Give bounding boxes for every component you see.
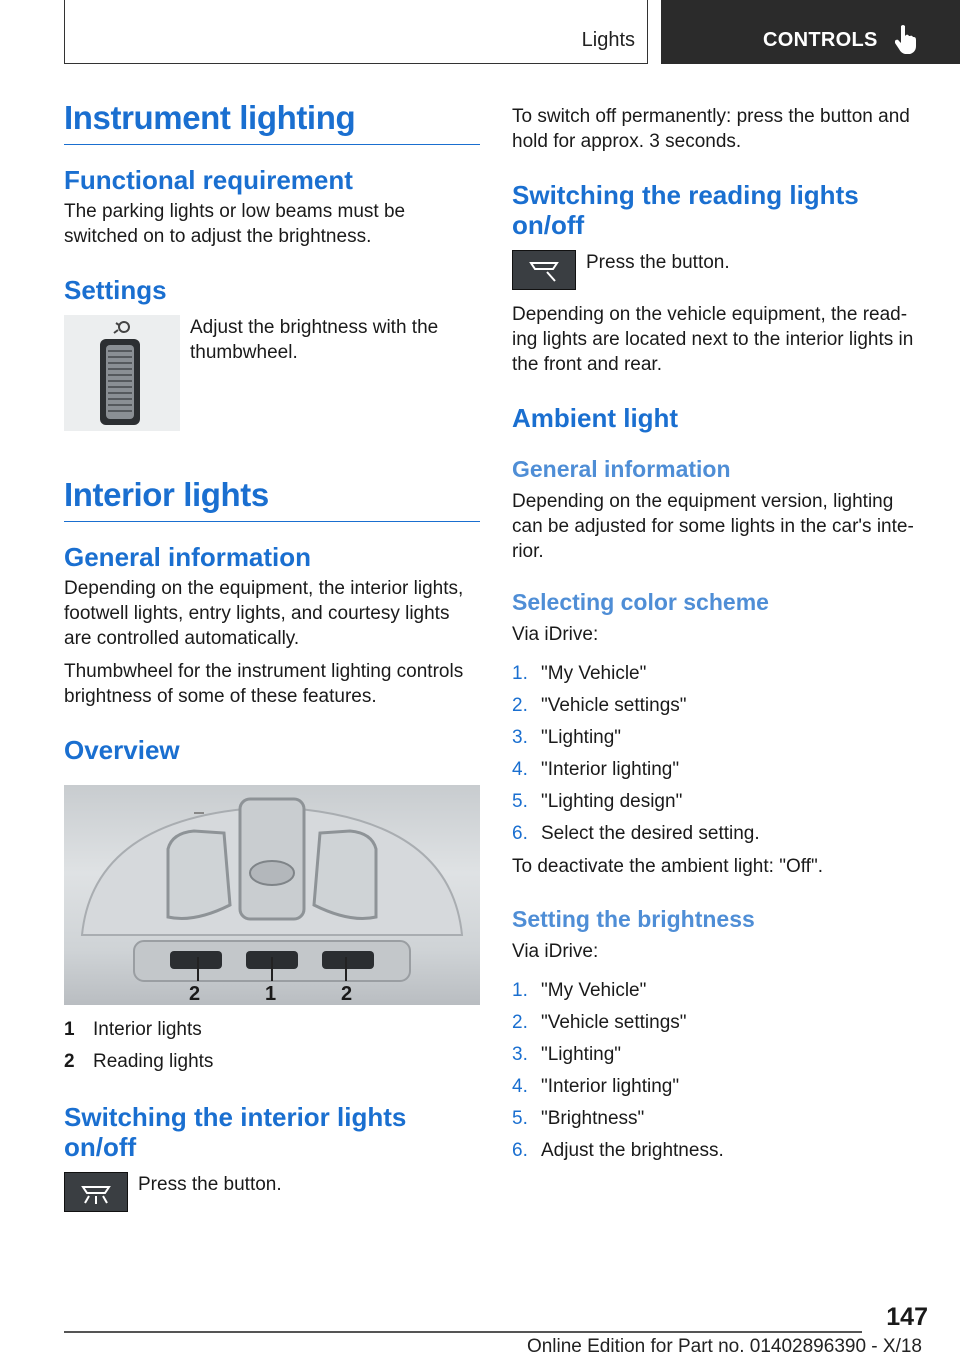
list-item: 5. "Brightness" <box>512 1108 645 1129</box>
text-general-information-2: Thumbwheel for the instrument lighting controls brightness of some of these features. <box>64 661 464 707</box>
list-item: 1. "My Vehicle" <box>512 980 647 1001</box>
heading-overview: Overview <box>64 735 180 765</box>
pointing-hand-icon <box>895 24 917 54</box>
settings-row <box>64 315 480 431</box>
interior-light-icon <box>65 1173 127 1211</box>
list-item: 4. "Interior lighting" <box>512 759 680 780</box>
text-switch-off-permanently: To switch off permanently: press the button and hold for approx. 3 seconds. <box>512 106 910 152</box>
legend-number: 2 <box>64 1051 75 1072</box>
header-chapter-tab <box>661 0 960 64</box>
heading-setting-brightness: Setting the brightness <box>512 906 755 932</box>
heading-switching-reading-lights: Switching the reading lights on/off <box>512 180 859 240</box>
list-item: 1. "My Vehicle" <box>512 663 647 684</box>
list-item: 3. "Lighting" <box>512 727 622 748</box>
header-section-tab <box>64 0 648 64</box>
heading-ambient-general-information: General information <box>512 456 731 482</box>
text-press-button-interior: Press the button. <box>138 1174 282 1195</box>
callout-2-left: 2 <box>189 983 201 1005</box>
interior-lights-button-row <box>64 1172 480 1212</box>
text-via-idrive-brightness: Via iDrive: <box>512 941 599 962</box>
list-item: 6. Select the desired setting. <box>512 823 760 844</box>
text-press-button-reading: Press the button. <box>586 252 730 273</box>
reading-light-button-image <box>512 250 576 290</box>
brightness-steps <box>512 978 922 1163</box>
list-item: 2. "Vehicle settings" <box>512 695 687 716</box>
text-general-information-1: Depending on the equipment, the interior lights, footwell lights, entry lights, and courtesy lights are controlled automatically. <box>64 578 464 649</box>
interior-light-button-image <box>64 1172 128 1212</box>
text-settings: Adjust the brightness with the thumbwheel. <box>190 317 439 363</box>
text-ambient-general: Depending on the equipment version, lighting can be adjusted for some lights in the car's interior. <box>512 491 914 562</box>
right-column <box>512 104 922 1171</box>
heading-interior-lights: Interior lights <box>64 475 480 522</box>
reading-lights-button-row <box>512 250 922 290</box>
callout-1: 1 <box>265 983 277 1005</box>
heading-switching-interior-lights: Switching the interior lights on/off <box>64 1102 407 1162</box>
header-section-title: Lights <box>581 29 635 51</box>
footer-divider <box>64 1331 862 1333</box>
thumbwheel-icon <box>64 315 180 431</box>
legend-number: 1 <box>64 1019 75 1040</box>
color-scheme-steps <box>512 661 922 846</box>
heading-ambient-light: Ambient light <box>512 403 679 433</box>
page-number: 147 <box>886 1303 928 1331</box>
overview-image <box>64 785 480 1005</box>
overhead-console-illustration <box>64 785 480 1005</box>
text-via-idrive-color: Via iDrive: <box>512 624 599 645</box>
thumbwheel-image <box>64 315 180 431</box>
heading-functional-requirement: Functional requirement <box>64 165 353 195</box>
text-functional-requirement: The parking lights or low beams must be switched on to adjust the brightness. <box>64 201 406 247</box>
header-chapter-title: CONTROLS <box>763 29 878 51</box>
list-item: 6. Adjust the brightness. <box>512 1140 724 1161</box>
reading-light-icon <box>513 251 575 289</box>
legend-item <box>64 1017 480 1042</box>
left-column <box>64 98 480 1220</box>
heading-general-information: General information <box>64 542 312 572</box>
heading-selecting-color-scheme: Selecting color scheme <box>512 589 769 615</box>
text-reading-lights-location: Depending on the vehicle equipment, the reading lights are located next to the interior lights in the front and rear. <box>512 304 914 375</box>
legend-item <box>64 1049 480 1074</box>
text-deactivate-ambient: To deactivate the ambient light: "Off". <box>512 856 823 877</box>
heading-settings: Settings <box>64 275 167 305</box>
legend-label: Reading lights <box>93 1051 214 1072</box>
heading-instrument-lighting: Instrument lighting <box>64 98 480 145</box>
callout-2-right: 2 <box>341 983 353 1005</box>
footer-edition: Online Edition for Part no. 01402896390 - X/18 <box>526 1336 922 1357</box>
legend-label: Interior lights <box>93 1019 202 1040</box>
list-item: 3. "Lighting" <box>512 1044 622 1065</box>
list-item: 4. "Interior lighting" <box>512 1076 680 1097</box>
list-item: 2. "Vehicle settings" <box>512 1012 687 1033</box>
list-item: 5. "Lighting design" <box>512 791 683 812</box>
